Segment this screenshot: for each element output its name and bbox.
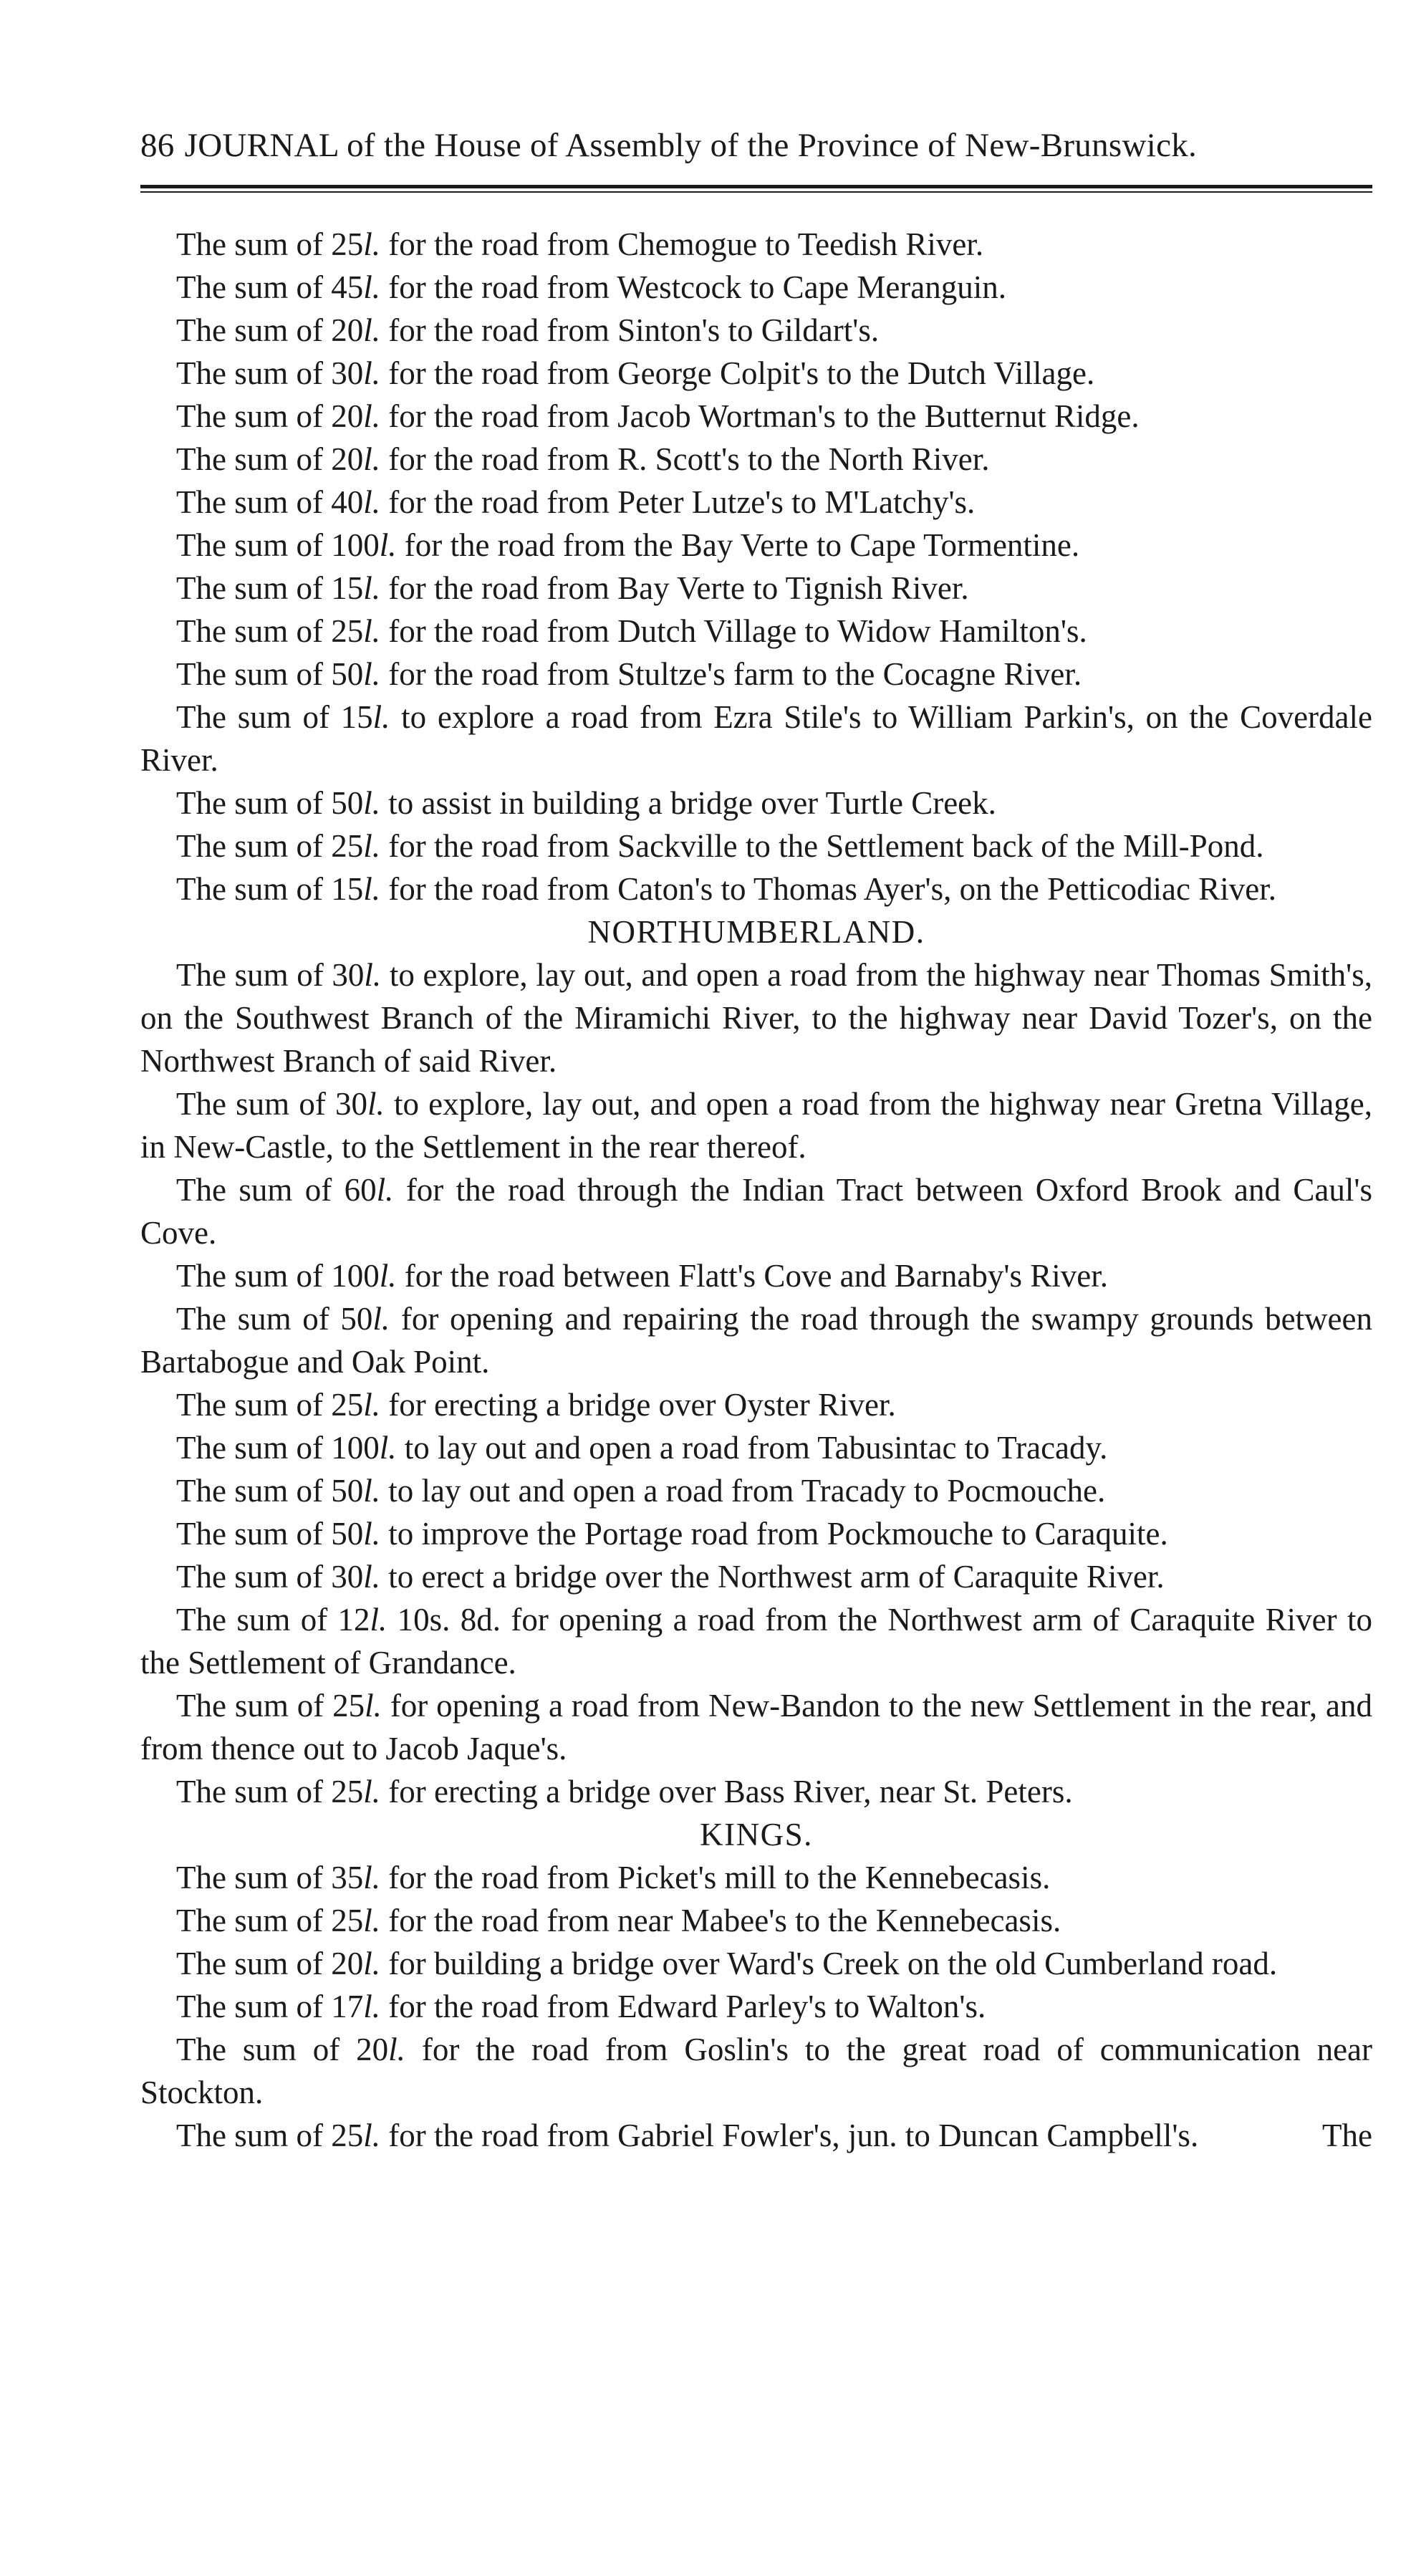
entry-amount: The sum of 25 — [176, 1774, 364, 1810]
entry-currency-unit: l. — [363, 312, 380, 348]
entry-currency-unit: l. — [365, 1688, 382, 1724]
appropriation-entry — [140, 1254, 1372, 1297]
entry-currency-unit: l. — [363, 441, 380, 477]
entry-amount: The sum of 60 — [176, 1172, 377, 1208]
appropriation-entry — [140, 567, 1372, 610]
entry-text: to lay out and open a road from Tabusintac to Tracady. — [396, 1430, 1108, 1466]
entry-currency-unit: l. — [363, 484, 380, 520]
entry-text: for the road through the Indian Tract between Oxford Brook and Caul's Cove. — [140, 1172, 1372, 1251]
entry-text: to lay out and open a road from Tracady to Pocmouche. — [380, 1473, 1106, 1509]
entry-currency-unit: l. — [363, 613, 380, 649]
entry-text: for the road from near Mabee's to the Kennebecasis. — [380, 1903, 1061, 1938]
entry-text: to explore, lay out, and open a road from the highway near Gretna Village, in New-Castle, to the Settlement in the rear thereof. — [140, 1086, 1372, 1165]
entry-currency-unit: l. — [363, 828, 380, 864]
entry-amount: The sum of 30 — [176, 957, 365, 993]
entry-currency-unit: l. — [363, 1387, 380, 1423]
entry-text: for the road from Dutch Village to Widow Hamilton's. — [380, 613, 1087, 649]
entry-amount: The sum of 25 — [176, 226, 364, 262]
entry-currency-unit: l. — [367, 1086, 385, 1122]
entry-text: to improve the Portage road from Pockmouche to Caraquite. — [380, 1516, 1168, 1552]
appropriation-entry — [140, 782, 1372, 825]
entry-currency-unit: l. — [363, 1473, 380, 1509]
entry-currency-unit: l. — [363, 1989, 380, 2024]
entry-amount: The sum of 15 — [176, 699, 373, 735]
entry-text: for the road from Picket's mill to the Kennebecasis. — [380, 1860, 1051, 1895]
entry-amount: The sum of 100 — [176, 1430, 380, 1466]
entry-text: for the road from Westcock to Cape Meranguin. — [380, 269, 1007, 305]
entry-currency-unit: l. — [379, 1430, 397, 1466]
entry-currency-unit: l. — [363, 226, 380, 262]
entry-amount: The sum of 25 — [176, 1387, 364, 1423]
entry-text: 10s. 8d. for opening a road from the Northwest arm of Caraquite River to the Settlement of Grandance. — [140, 1602, 1372, 1681]
entry-text: for the road from Gabriel Fowler's, jun. to Duncan Campbell's. — [380, 2118, 1199, 2153]
entry-text: for the road from Jacob Wortman's to the Butternut Ridge. — [380, 398, 1140, 434]
entry-amount: The sum of 25 — [176, 2118, 364, 2153]
entry-amount: The sum of 25 — [176, 613, 364, 649]
entry-text: for the road from Sinton's to Gildart's. — [380, 312, 880, 348]
appropriation-entry — [140, 1297, 1372, 1383]
entry-text: to assist in building a bridge over Turtle Creek. — [380, 785, 996, 821]
entry-text: for the road from Caton's to Thomas Ayer's, on the Petticodiac River. — [380, 871, 1276, 907]
entry-currency-unit: l. — [363, 1860, 380, 1895]
entry-text: for erecting a bridge over Bass River, near St. Peters. — [380, 1774, 1073, 1810]
entry-amount: The sum of 12 — [176, 1602, 370, 1638]
entry-currency-unit: l. — [379, 1258, 397, 1294]
entry-currency-unit: l. — [363, 1516, 380, 1552]
appropriation-entry — [140, 438, 1372, 481]
entry-currency-unit: l. — [363, 785, 380, 821]
entry-text: for the road from Goslin's to the great road of communication near Stockton. — [140, 2032, 1372, 2110]
appropriation-entry — [140, 653, 1372, 696]
appropriation-entry — [140, 1426, 1372, 1469]
appropriation-entry — [140, 223, 1372, 266]
entry-currency-unit: l. — [363, 1774, 380, 1810]
entry-amount: The sum of 50 — [176, 1473, 364, 1509]
entry-text: for the road from Stultze's farm to the Cocagne River. — [380, 656, 1082, 692]
page-number: 86 — [140, 127, 175, 164]
entry-text: for the road from Edward Parley's to Walton's. — [380, 1989, 986, 2024]
appropriation-entry — [140, 1512, 1372, 1555]
header-rule-thin — [140, 191, 1372, 193]
entry-amount: The sum of 100 — [176, 1258, 380, 1294]
entry-text: for erecting a bridge over Oyster River. — [380, 1387, 896, 1423]
entry-amount: The sum of 45 — [176, 269, 364, 305]
entry-currency-unit: l. — [364, 957, 382, 993]
entry-currency-unit: l. — [376, 1172, 394, 1208]
entry-currency-unit: l. — [363, 355, 380, 391]
appropriation-entry — [140, 1598, 1372, 1684]
journal-body — [140, 223, 1372, 2157]
header-rule-thick — [140, 185, 1372, 188]
entry-currency-unit: l. — [363, 656, 380, 692]
appropriation-entry — [140, 825, 1372, 868]
entry-amount: The sum of 50 — [176, 656, 364, 692]
entry-text: to erect a bridge over the Northwest arm of Caraquite River. — [380, 1559, 1165, 1595]
appropriation-entry — [140, 309, 1372, 352]
entry-currency-unit: l. — [379, 527, 397, 563]
entry-text: for building a bridge over Ward's Creek on the old Cumberland road. — [380, 1946, 1278, 1981]
entry-amount: The sum of 20 — [176, 2032, 389, 2067]
entry-amount: The sum of 40 — [176, 484, 364, 520]
appropriation-entry — [140, 524, 1372, 567]
appropriation-entry — [140, 868, 1372, 910]
entry-text: for opening and repairing the road through the swampy grounds between Bartabogue and Oak Point. — [140, 1301, 1372, 1380]
entry-amount: The sum of 50 — [176, 1516, 364, 1552]
appropriation-entry — [140, 1985, 1372, 2028]
appropriation-entry — [140, 696, 1372, 782]
appropriation-entry — [140, 481, 1372, 524]
entry-amount: The sum of 35 — [176, 1860, 364, 1895]
entry-amount: The sum of 30 — [176, 1086, 367, 1122]
entry-currency-unit: l. — [363, 1903, 380, 1938]
entry-text: for the road from Peter Lutze's to M'Latchy's. — [380, 484, 976, 520]
appropriation-entry — [140, 1856, 1372, 1899]
appropriation-entry — [140, 1383, 1372, 1426]
entry-text: to explore a road from Ezra Stile's to William Parkin's, on the Coverdale River. — [140, 699, 1372, 778]
appropriation-entry — [140, 1168, 1372, 1254]
entry-amount: The sum of 15 — [176, 871, 364, 907]
appropriation-entry — [140, 395, 1372, 438]
appropriation-entry — [140, 1942, 1372, 1985]
entry-amount: The sum of 30 — [176, 1559, 364, 1595]
entry-currency-unit: l. — [363, 269, 380, 305]
entry-currency-unit: l. — [388, 2032, 405, 2067]
entry-amount: The sum of 15 — [176, 570, 364, 606]
entry-amount: The sum of 25 — [176, 1688, 365, 1724]
section-heading: NORTHUMBERLAND. — [587, 914, 925, 950]
entry-text: for the road from Bay Verte to Tignish River. — [380, 570, 969, 606]
entry-amount: The sum of 20 — [176, 398, 364, 434]
appropriation-entry — [140, 953, 1372, 1082]
entry-currency-unit: l. — [372, 1301, 390, 1337]
entry-currency-unit: l. — [363, 398, 380, 434]
appropriation-entry — [140, 1082, 1372, 1168]
entry-currency-unit: l. — [372, 699, 390, 735]
entry-currency-unit: l. — [363, 1559, 380, 1595]
appropriation-entry — [140, 1770, 1372, 1813]
entry-text: for the road from the Bay Verte to Cape Tormentine. — [396, 527, 1080, 563]
appropriation-entry — [140, 2028, 1372, 2114]
entry-amount: The sum of 30 — [176, 355, 364, 391]
appropriation-entry — [140, 1684, 1372, 1770]
appropriation-entry — [140, 1555, 1372, 1598]
running-header — [140, 120, 1372, 170]
entry-currency-unit: l. — [363, 2118, 380, 2153]
entry-currency-unit: l. — [370, 1602, 387, 1638]
entry-text: for the road from Sackville to the Settlement back of the Mill-Pond. — [380, 828, 1264, 864]
appropriation-entry — [140, 610, 1372, 653]
appropriation-entry — [140, 1899, 1372, 1942]
entry-amount: The sum of 20 — [176, 441, 364, 477]
entry-text: for the road between Flatt's Cove and Barnaby's River. — [396, 1258, 1108, 1294]
entry-currency-unit: l. — [363, 570, 380, 606]
document-page — [140, 120, 1372, 2157]
catchword: The — [1322, 2118, 1372, 2153]
entry-text: for the road from George Colpit's to the Dutch Village. — [380, 355, 1095, 391]
appropriation-entry — [140, 2114, 1372, 2157]
entry-amount: The sum of 25 — [176, 828, 364, 864]
entry-amount: The sum of 17 — [176, 1989, 364, 2024]
appropriation-entry — [140, 266, 1372, 309]
appropriation-entry — [140, 352, 1372, 395]
entry-text: for opening a road from New-Bandon to the new Settlement in the rear, and from thence out to Jacob Jaque's. — [140, 1688, 1372, 1767]
entry-amount: The sum of 50 — [176, 785, 364, 821]
entry-amount: The sum of 20 — [176, 312, 364, 348]
entry-currency-unit: l. — [363, 1946, 380, 1981]
entry-text: for the road from R. Scott's to the North River. — [380, 441, 990, 477]
entry-amount: The sum of 100 — [176, 527, 380, 563]
entry-currency-unit: l. — [363, 871, 380, 907]
appropriation-entry — [140, 1469, 1372, 1512]
entry-amount: The sum of 25 — [176, 1903, 364, 1938]
running-title: JOURNAL of the House of Assembly of the Province of New-Brunswick. — [184, 127, 1198, 164]
entry-text: to explore, lay out, and open a road from the highway near Thomas Smith's, on the Southwest Branch of the Miramichi River, to the highway near David Tozer's, on the Northwest Branch of said River. — [140, 957, 1372, 1079]
entry-amount: The sum of 50 — [176, 1301, 373, 1337]
section-heading: KINGS. — [700, 1817, 813, 1852]
entry-amount: The sum of 20 — [176, 1946, 364, 1981]
entry-text: for the road from Chemogue to Teedish River. — [380, 226, 984, 262]
